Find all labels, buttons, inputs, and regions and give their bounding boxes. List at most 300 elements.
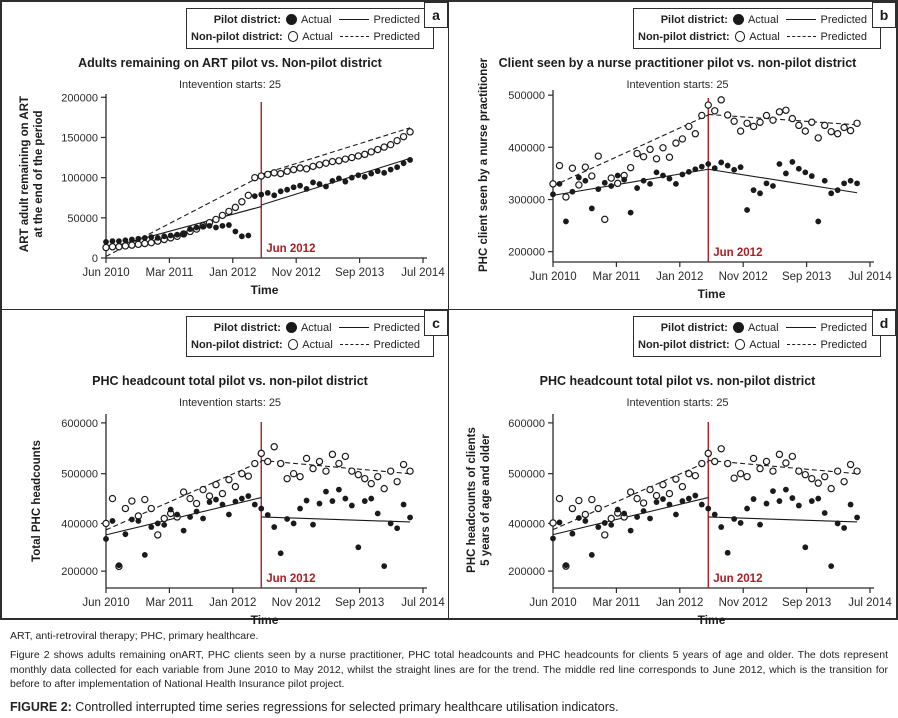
nonpilot-point — [362, 151, 368, 157]
nonpilot-point — [142, 240, 148, 246]
pilot-point — [239, 233, 245, 239]
nonpilot-point — [608, 515, 614, 521]
x-tick-label: Jan 2012 — [209, 597, 257, 609]
pilot-point — [731, 167, 737, 173]
panel-title: Client seen by a nurse practitioner pilot vs. non-pilot district — [498, 56, 857, 70]
nonpilot-point — [653, 492, 659, 498]
y-tick-label: 500000 — [61, 468, 98, 481]
trend-pilot — [261, 517, 410, 522]
legend-actual-label: Actual — [747, 321, 779, 334]
pilot-point — [142, 552, 148, 558]
nonpilot-point — [342, 453, 348, 459]
nonpilot-point — [699, 112, 705, 118]
pilot-point — [207, 499, 213, 505]
legend-predicted-label: Predicted — [373, 30, 420, 43]
panel-a — [2, 2, 449, 310]
nonpilot-point — [770, 117, 776, 123]
pilot-point — [258, 192, 264, 198]
pilot-point — [394, 164, 400, 170]
nonpilot-point — [847, 461, 853, 467]
pilot-point — [355, 172, 361, 178]
nonpilot-point — [666, 154, 672, 160]
pilot-point — [660, 173, 666, 179]
nonpilot-point — [705, 450, 711, 456]
intervention-label: Jun 2012 — [266, 573, 316, 585]
nonpilot-point — [349, 154, 355, 160]
trend-pilot — [708, 169, 857, 193]
pilot-point — [796, 166, 802, 172]
pilot-point — [628, 528, 634, 534]
y-tick-label: 150000 — [61, 132, 98, 145]
nonpilot-point — [660, 145, 666, 151]
nonpilot-point — [809, 119, 815, 125]
pilot-point — [116, 562, 122, 568]
pilot-point — [777, 498, 783, 504]
pilot-point — [673, 181, 679, 187]
nonpilot-point — [368, 149, 374, 155]
legend-predicted-label: Predicted — [373, 321, 420, 334]
pilot-point — [718, 524, 724, 530]
panel-b — [449, 2, 896, 310]
nonpilot-point — [103, 520, 109, 526]
pilot-point — [628, 210, 634, 216]
pilot-point — [265, 512, 271, 518]
nonpilot-point — [239, 471, 245, 477]
figure-caption — [0, 620, 898, 714]
nonpilot-point — [673, 140, 679, 146]
nonpilot-point — [109, 244, 115, 250]
y-axis-label-line1: Total PHC headcounts — [31, 440, 43, 562]
pilot-point — [570, 189, 576, 195]
pilot-point — [226, 512, 232, 518]
x-tick-label: Jul 2014 — [848, 597, 892, 609]
pilot-point — [608, 522, 614, 528]
panel-subtitle: Intevention starts: 25 — [178, 79, 282, 91]
pilot-point — [647, 181, 653, 187]
pilot-point — [770, 488, 776, 494]
pilot-point — [336, 176, 342, 182]
nonpilot-point — [718, 446, 724, 452]
nonpilot-point — [122, 505, 128, 511]
pilot-point — [854, 180, 860, 186]
nonpilot-point — [323, 160, 329, 166]
nonpilot-point — [763, 458, 769, 464]
caption-body: Figure 2 shows adults remaining onART, PHC clients seen by a nurse practitioner, PHC total headcounts and PHC headcounts for clients 5 years of age and older. The dots represent monthly data collected for each variable from June 2010 to May 2012, whilst the straight lines are for the trend. The middle red line corresponds to June 2012, which is the transition for before to after implementation of National Health Insurance pilot project. — [10, 649, 888, 691]
pilot-point — [375, 168, 381, 174]
nonpilot-point — [582, 511, 588, 517]
pilot-point — [200, 224, 206, 230]
nonpilot-point — [835, 131, 841, 137]
panel-title: PHC headcount total pilot vs. non-pilot district — [539, 374, 816, 388]
nonpilot-point — [679, 484, 685, 490]
pilot-point — [349, 503, 355, 509]
pilot-point — [686, 496, 692, 502]
y-axis-label-line1: PHC client seen by a nurse practitioner — [478, 57, 490, 272]
pilot-point — [323, 184, 329, 190]
pilot-point — [848, 178, 854, 184]
pilot-point — [284, 187, 290, 193]
pilot-point — [265, 190, 271, 196]
nonpilot-point — [666, 490, 672, 496]
pilot-point — [557, 181, 563, 187]
figure-title — [10, 700, 888, 714]
pilot-point — [634, 514, 640, 520]
panel-c — [2, 310, 449, 627]
pilot-point — [181, 231, 187, 237]
nonpilot-point — [316, 458, 322, 464]
pilot-point — [673, 512, 679, 518]
intervention-label: Jun 2012 — [713, 573, 763, 585]
nonpilot-point — [738, 471, 744, 477]
nonpilot-point — [355, 472, 361, 478]
nonpilot-point — [738, 128, 744, 134]
pilot-point — [848, 502, 854, 508]
pilot-point — [751, 496, 757, 502]
pilot-point — [757, 522, 763, 528]
legend-row-nonpilot — [638, 28, 874, 45]
nonpilot-point — [226, 477, 232, 483]
pilot-point — [789, 159, 795, 165]
pilot-point — [582, 518, 588, 524]
nonpilot-point — [789, 116, 795, 122]
pilot-point — [828, 190, 834, 196]
pilot-point — [317, 501, 323, 507]
pilot-point — [589, 206, 595, 212]
x-tick-label: Nov 2012 — [271, 597, 321, 609]
x-tick-label: Jul 2014 — [848, 271, 892, 283]
x-tick-label: Jan 2012 — [656, 271, 704, 283]
pilot-point — [570, 531, 576, 537]
pilot-point — [271, 192, 277, 198]
panel-title: PHC headcount total pilot vs. non-pilot district — [92, 374, 368, 388]
legend-predicted-label: Predicted — [820, 321, 867, 334]
x-tick-label: Jun 2010 — [82, 597, 130, 609]
legend-row-nonpilot — [191, 28, 427, 45]
open-dot-icon — [288, 31, 299, 42]
x-tick-label: Mar 2011 — [145, 267, 194, 279]
pilot-point — [764, 180, 770, 186]
nonpilot-point — [789, 453, 795, 459]
pilot-point — [213, 497, 219, 503]
pilot-point — [654, 499, 660, 505]
nonpilot-point — [219, 490, 225, 496]
pilot-point — [815, 496, 821, 502]
pilot-point — [692, 493, 698, 499]
pilot-point — [621, 511, 627, 517]
pilot-point — [368, 496, 374, 502]
dashed-line-icon — [340, 344, 369, 345]
pilot-point — [589, 552, 595, 558]
x-tick-label: Jan 2012 — [209, 267, 257, 279]
nonpilot-point — [556, 495, 562, 501]
pilot-point — [116, 238, 122, 244]
trend-pilot — [708, 517, 857, 522]
legend-nonpilot-label: Non-pilot district: — [638, 338, 730, 351]
panel-letter: c — [424, 310, 448, 336]
nonpilot-point — [284, 476, 290, 482]
nonpilot-point — [602, 216, 608, 222]
nonpilot-point — [847, 127, 853, 133]
legend-row-pilot — [191, 11, 427, 28]
pilot-point — [232, 229, 238, 235]
dashed-line-icon — [787, 344, 816, 345]
pilot-point — [368, 171, 374, 177]
pilot-point — [783, 171, 789, 177]
panel-letter: b — [872, 2, 896, 28]
pilot-point — [686, 169, 692, 175]
nonpilot-point — [802, 472, 808, 478]
pilot-point — [705, 161, 711, 167]
nonpilot-point — [796, 468, 802, 474]
nonpilot-point — [712, 108, 718, 114]
legend-predicted-label: Predicted — [820, 13, 867, 26]
pilot-point — [641, 178, 647, 184]
nonpilot-point — [628, 165, 634, 171]
legend-pilot-label: Pilot district: — [660, 13, 728, 26]
pilot-point — [602, 180, 608, 186]
nonpilot-point — [757, 119, 763, 125]
pilot-point — [615, 173, 621, 179]
nonpilot-point — [323, 468, 329, 474]
nonpilot-point — [303, 166, 309, 172]
nonpilot-point — [750, 455, 756, 461]
pilot-point — [751, 187, 757, 193]
nonpilot-point — [368, 481, 374, 487]
pilot-point — [802, 169, 808, 175]
pilot-point — [226, 222, 232, 228]
nonpilot-point — [582, 164, 588, 170]
nonpilot-point — [770, 468, 776, 474]
y-tick-label: 200000 — [508, 566, 545, 579]
pilot-point — [835, 187, 841, 193]
nonpilot-point — [776, 109, 782, 115]
nonpilot-point — [718, 97, 724, 103]
nonpilot-point — [245, 192, 251, 198]
x-tick-label: Sep 2013 — [781, 271, 832, 283]
nonpilot-point — [550, 181, 556, 187]
pilot-point — [142, 235, 148, 241]
nonpilot-point — [362, 476, 368, 482]
nonpilot-point — [569, 505, 575, 511]
pilot-point — [789, 495, 795, 501]
x-axis-title: Time — [250, 613, 279, 627]
nonpilot-point — [161, 515, 167, 521]
y-tick-label: 400000 — [508, 518, 545, 531]
nonpilot-point — [232, 484, 238, 490]
nonpilot-point — [854, 468, 860, 474]
y-axis-label-line2: 5 years of age and older — [480, 434, 492, 566]
x-tick-label: Jan 2012 — [656, 597, 704, 609]
nonpilot-point — [802, 128, 808, 134]
pilot-point — [310, 180, 316, 186]
nonpilot-point — [615, 180, 621, 186]
nonpilot-point — [679, 136, 685, 142]
pilot-point — [654, 169, 660, 175]
pilot-point — [297, 506, 303, 512]
x-tick-label: Jun 2010 — [529, 271, 577, 283]
nonpilot-point — [258, 173, 264, 179]
panel-subtitle: Intevention starts: 25 — [626, 79, 729, 91]
x-tick-label: Jul 2014 — [401, 267, 445, 279]
pilot-point — [615, 507, 621, 513]
nonpilot-point — [329, 158, 335, 164]
nonpilot-point — [699, 460, 705, 466]
legend-box-b — [633, 8, 881, 49]
legend-actual-label: Actual — [300, 13, 332, 26]
nonpilot-point — [841, 124, 847, 130]
pilot-point — [815, 219, 821, 225]
nonpilot-point — [757, 466, 763, 472]
pilot-point — [278, 550, 284, 556]
pilot-point — [407, 157, 413, 163]
nonpilot-point — [135, 241, 141, 247]
abbreviations-note: ART, anti-retroviral therapy; PHC, primary healthcare. — [10, 630, 259, 642]
pilot-point — [155, 521, 161, 527]
nonpilot-point — [278, 460, 284, 466]
legend-row-nonpilot — [191, 336, 427, 353]
y-tick-label: 200000 — [508, 246, 545, 259]
nonpilot-point — [835, 468, 841, 474]
pilot-point — [245, 233, 251, 239]
pilot-point — [602, 520, 608, 526]
y-tick-label: 500000 — [508, 90, 545, 103]
x-tick-label: Mar 2011 — [145, 597, 194, 609]
nonpilot-point — [278, 171, 284, 177]
pilot-point — [809, 498, 815, 504]
pilot-point — [207, 223, 213, 229]
filled-dot-icon — [286, 322, 297, 333]
nonpilot-point — [239, 199, 245, 205]
pilot-point — [168, 233, 174, 239]
pilot-point — [660, 496, 666, 502]
pilot-point — [304, 186, 310, 192]
pilot-point — [699, 502, 705, 508]
pilot-point — [718, 160, 724, 166]
pilot-point — [168, 507, 174, 513]
pilot-point — [362, 174, 368, 180]
pilot-point — [809, 173, 815, 179]
nonpilot-point — [200, 487, 206, 493]
nonpilot-point — [608, 175, 614, 181]
nonpilot-point — [388, 468, 394, 474]
legend-nonpilot-label: Non-pilot district: — [191, 338, 283, 351]
nonpilot-point — [148, 505, 154, 511]
nonpilot-point — [375, 146, 381, 152]
panel-d — [449, 310, 896, 627]
y-tick-label: 200000 — [61, 566, 98, 579]
filled-dot-icon — [733, 14, 744, 25]
pilot-point — [725, 163, 731, 169]
dashed-line-icon — [787, 36, 816, 37]
legend-row-nonpilot — [638, 336, 874, 353]
intervention-label: Jun 2012 — [713, 247, 763, 259]
trend-nonpilot — [261, 128, 410, 175]
nonpilot-point — [219, 212, 225, 218]
pilot-point — [174, 232, 180, 238]
nonpilot-point — [595, 505, 601, 511]
nonpilot-point — [660, 482, 666, 488]
nonpilot-point — [712, 458, 718, 464]
pilot-point — [135, 236, 141, 242]
nonpilot-point — [744, 120, 750, 126]
nonpilot-point — [213, 216, 219, 222]
panel-title: Adults remaining on ART pilot vs. Non-pilot district — [78, 56, 382, 70]
nonpilot-point — [271, 170, 277, 176]
legend-box-d — [633, 316, 881, 357]
nonpilot-point — [809, 476, 815, 482]
x-tick-label: Sep 2013 — [781, 597, 832, 609]
nonpilot-point — [783, 460, 789, 466]
pilot-point — [563, 562, 569, 568]
pilot-point — [692, 166, 698, 172]
nonpilot-point — [187, 495, 193, 501]
nonpilot-point — [206, 493, 212, 499]
pilot-point — [310, 522, 316, 528]
pilot-point — [757, 190, 763, 196]
pilot-point — [796, 503, 802, 509]
open-dot-icon — [735, 31, 746, 42]
nonpilot-point — [116, 244, 122, 250]
x-tick-label: Jul 2014 — [401, 597, 445, 609]
y-tick-label: 50000 — [67, 212, 98, 225]
pilot-point — [667, 502, 673, 508]
nonpilot-point — [576, 497, 582, 503]
pilot-point — [200, 516, 206, 522]
pilot-point — [330, 498, 336, 504]
filled-dot-icon — [286, 14, 297, 25]
nonpilot-point — [310, 163, 316, 169]
pilot-point — [252, 193, 258, 199]
y-tick-label: 0 — [91, 253, 98, 265]
pilot-point — [388, 521, 394, 527]
dashed-line-icon — [340, 36, 369, 37]
legend-actual-label: Actual — [300, 321, 332, 334]
pilot-point — [304, 498, 310, 504]
pilot-point — [641, 508, 647, 514]
legend-nonpilot-label: Non-pilot district: — [191, 30, 283, 43]
nonpilot-point — [602, 532, 608, 538]
x-tick-label: Jun 2010 — [529, 597, 577, 609]
legend-predicted-label: Predicted — [373, 338, 420, 351]
nonpilot-point — [226, 208, 232, 214]
panel-subtitle: Intevention starts: 25 — [178, 397, 282, 409]
nonpilot-point — [265, 458, 271, 464]
x-tick-label: Sep 2013 — [334, 597, 385, 609]
pilot-point — [738, 520, 744, 526]
nonpilot-point — [841, 479, 847, 485]
solid-line-icon — [339, 19, 369, 20]
panel-subtitle: Intevention starts: 25 — [626, 397, 729, 409]
nonpilot-point — [854, 120, 860, 126]
pilot-point — [323, 489, 329, 495]
nonpilot-point — [725, 460, 731, 466]
panel-letter: d — [872, 310, 896, 336]
pilot-point — [155, 235, 161, 241]
pilot-point — [705, 506, 711, 512]
solid-line-icon — [786, 19, 816, 20]
pilot-point — [725, 550, 731, 556]
nonpilot-point — [407, 468, 413, 474]
pilot-point — [232, 499, 238, 505]
nonpilot-point — [181, 489, 187, 495]
nonpilot-point — [731, 475, 737, 481]
solid-line-icon — [339, 327, 369, 328]
nonpilot-point — [822, 122, 828, 128]
nonpilot-point — [686, 123, 692, 129]
pilot-point — [563, 219, 569, 225]
pilot-point — [550, 536, 556, 542]
x-tick-label: Sep 2013 — [334, 267, 385, 279]
